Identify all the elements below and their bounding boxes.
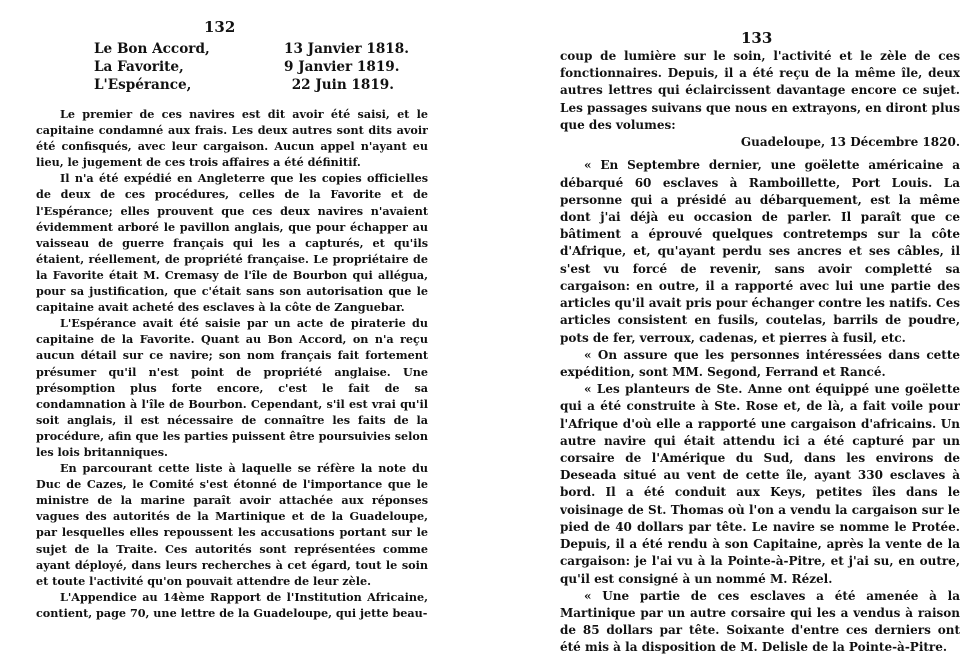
body-text [560,48,960,657]
paragraph: Il n'a été expédié en Angleterre que les copies officielles de deux de ces procédures, celles de la Favorite et de l'Espérance; elles prouvent que ces deux navires n'avaient évidemment arboré le pavillon anglais, que pour échapper au vaisseau de guerre français qui les a capturés, et qu'ils étaient, réellement, de propriété française. Le propriétaire de la Favorite était M. Cremasy de l'île de Bourbon qui allégua, pour sa justification, que c'était sans son autorisation que le capitaine avait acheté des esclaves à la côte de Zanguebar. [36,171,428,315]
ship-row [94,58,400,76]
ship-row [94,76,394,94]
paragraph: En parcourant cette liste à laquelle se réfère la note du Duc de Cazes, le Comité s'est étonné de l'importance que le ministre de la marine paraît avoir attachée aux réponses vagues des autorités de la Martinique et de la Guadeloupe, par lesquelles elles repoussent les accusations portant sur le sujet de la Traite. Ces autorités sont représentées comme ayant déployé, dans leurs recherches à cet égard, tout le soin et toute l'activité qu'on pouvait attendre de leur zèle. [36,461,428,588]
ship-date: 9 Janvier 1819. [284,59,400,75]
ship-list [94,40,409,94]
page-number: 133 [741,29,773,47]
paragraph: « On assure que les personnes intéressées dans cette expédition, sont MM. Segond, Ferrand et Rancé. [560,347,960,379]
paragraph: « En Septembre dernier, une goëlette américaine a débarqué 60 esclaves à Ramboillette, Port Louis. La personne qui a présidé au débarquement, est la même dont j'ai déjà eu occasion de parler. Il paraît que ce bâtiment a éprouvé quelques contretemps sur la côte d'Afrique, et, qu'ayant perdu ses ancres et ses câbles, il s'est vu forcé de revenir, sans avoir completté sa cargaison: en outre, il a rapporté avec lui une partie des articles qu'il avait pris pour échanger contre les natifs. Ces articles consistent en fusils, coutelas, barrils de poudre, pots de fer, verroux, cadenas, et pierres à fusil, etc. [560,158,960,345]
paragraph: « Les planteurs de Ste. Anne ont équippé une goëlette qui a été construite à Ste. Rose et, de là, a fait voile pour l'Afrique d'où elle a rapporté une cargaison d'africains. Un autre navire qui était attendu ici a été capturé par un corsaire de l'Amérique du Sud, dans les environs de Deseada situé au vent de cette île, ayant 330 esclaves à bord. Il a été conduit aux Keys, petites îles dans le voisinage de St. Thomas où l'on a vendu la cargaison sur le pied de 40 dollars par tête. Le navire se nomme le Protée. Depuis, il a été rendu à son Capitaine, après la vente de la cargaison: je l'ai vu à la Pointe-à-Pitre, et j'ai su, en outre, qu'il est consigné à un nommé M. Rézel. [560,382,960,586]
paragraph-continuation: coup de lumière sur le soin, l'activité et le zèle de ces fonctionnaires. Depuis, il a été reçu de la même île, deux autres lettres qui éclaircissent davantage encore ce sujet. Les passages suivans que nous en extrayons, en diront plus que des volumes: [560,49,960,132]
ship-row [94,40,409,58]
ship-name: Le Bon Accord, [94,41,210,57]
paragraph: Le premier de ces navires est dit avoir été saisi, et le capitaine condamné aux frais. Les deux autres sont dits avoir été confisqués, avec leur cargaison. Aucun appel n'ayant eu lieu, le jugement de ces trois affaires a été définitif. [36,107,428,170]
paragraph: L'Appendice au 14ème Rapport de l'Institution Africaine, contient, page 70, une lettre de la Guadeloupe, qui jette beau- [36,589,428,620]
body-text [36,106,428,621]
right-page [560,0,960,662]
ship-date: 13 Janvier 1818. [284,41,409,57]
paragraph: L'Espérance avait été saisie par un acte de piraterie du capitaine de la Favorite. Quant au Bon Accord, on n'a reçu aucun détail sur ce navire; son nom français fait fortement présumer qu'il n'est point de propriété anglaise. Une présomption plus forte encore, c'est le fait de sa condamnation à l'île de Bourbon. Cependant, s'il est vrai qu'il soit anglais, il est nécessaire de connaître les faits de la procédure, afin que les parties puissent être poursuivies selon les lois britanniques. [36,316,428,459]
left-page [36,0,428,662]
page-number: 132 [204,18,236,36]
paragraph: « Une partie de ces esclaves a été amenée à la Martinique par un autre corsaire qui les a vendus à raison de 85 dollars par tête. Soixante d'entre ces derniers ont été mis à la disposition de M. Delisle de la Pointe-à-Pitre. [560,588,960,655]
ship-name: La Favorite, [94,59,184,75]
letter-dateline: Guadeloupe, 13 Décembre 1820. [740,135,960,150]
ship-date: 22 Juin 1819. [291,77,394,93]
ship-name: L'Espérance, [94,77,192,93]
